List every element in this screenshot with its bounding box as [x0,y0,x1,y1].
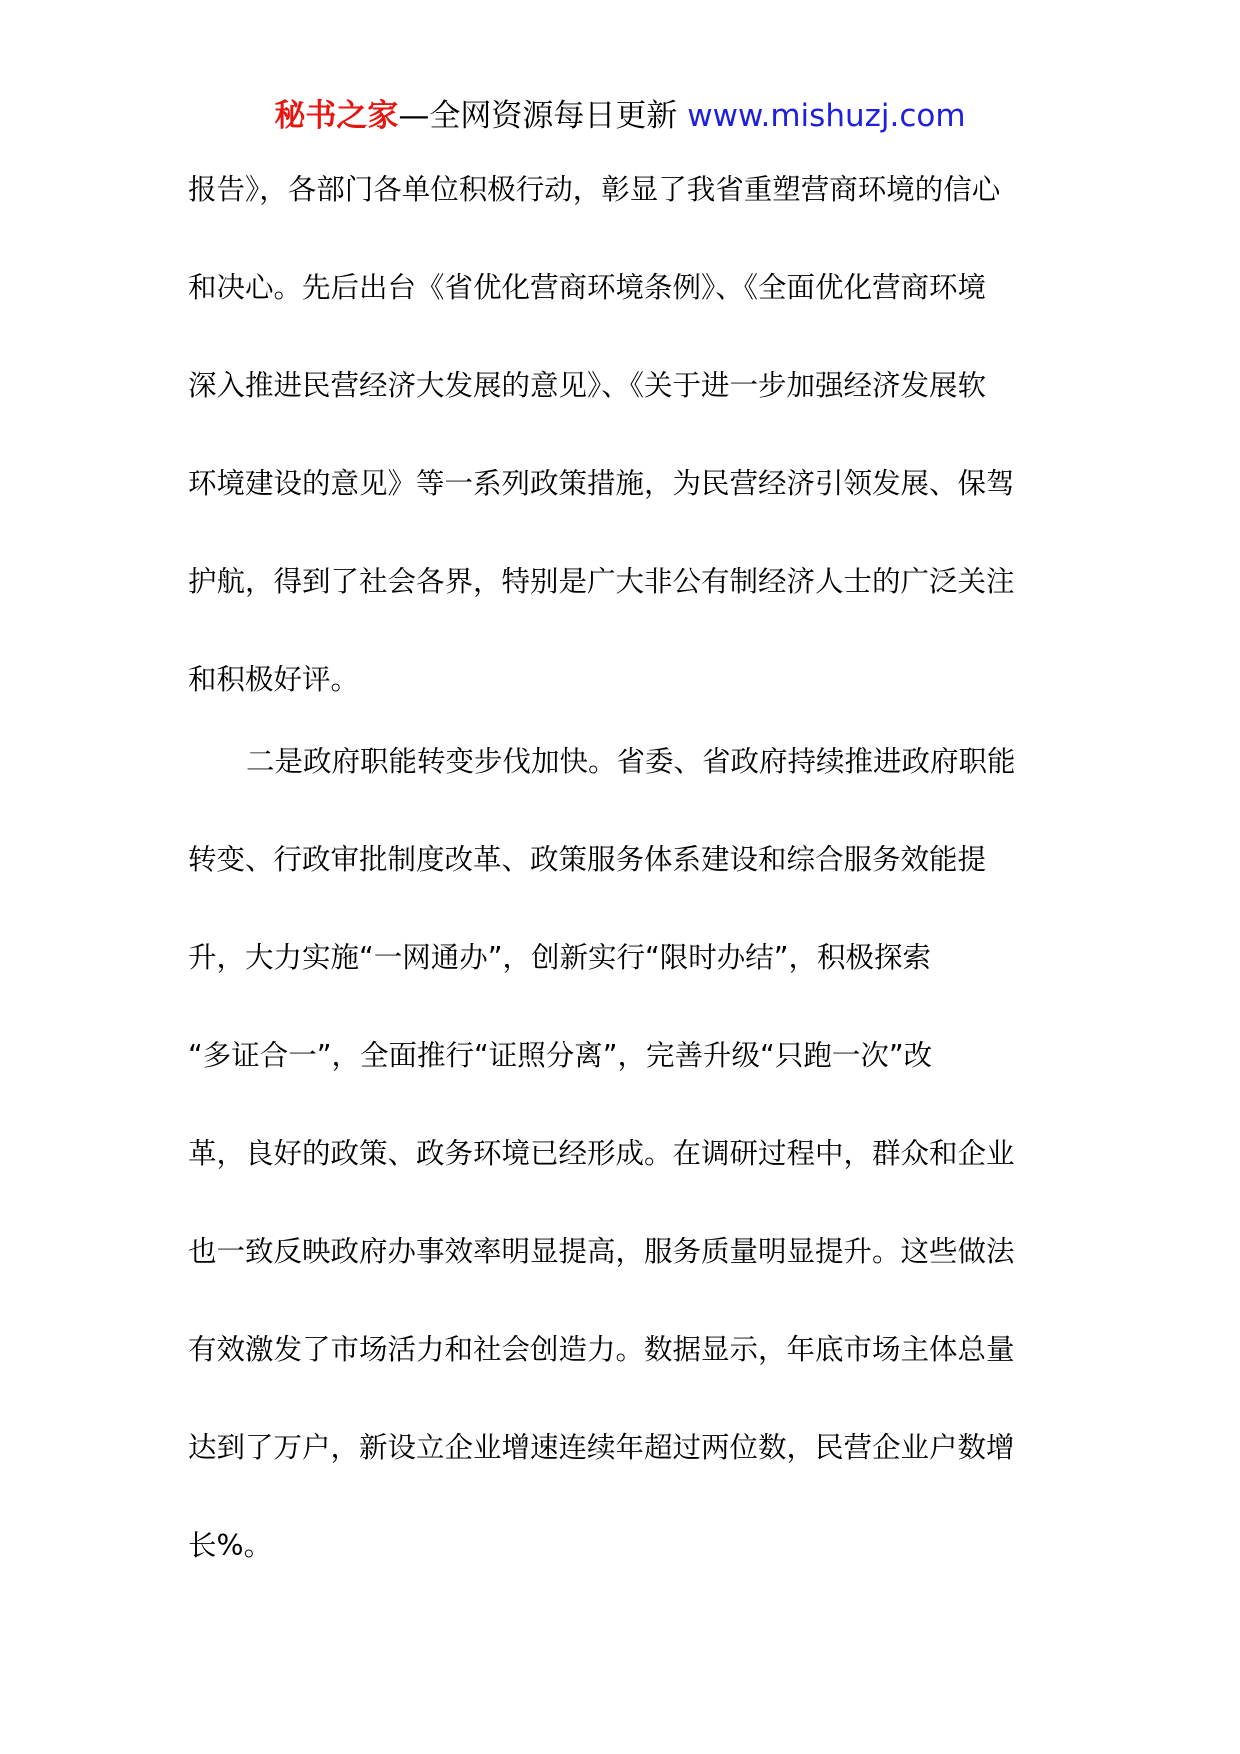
text-line: 环境建设的意见》等一系列政策措施，为民营经济引领发展、保驾 [188,467,1015,500]
paragraph-1 [188,170,1038,700]
text-line: 长%。 [188,1529,273,1562]
text-line: 达到了万户，新设立企业增速连续年超过两位数，民营企业户数增 [188,1431,1015,1464]
document-body [188,170,1038,1566]
site-url-link[interactable]: www.mishuzj.com [687,98,966,134]
text-line: 二是政府职能转变步伐加快。省委、省政府持续推进政府职能 [246,745,1016,778]
text-line: 报告》，各部门各单位积极行动，彰显了我省重塑营商环境的信心 [188,173,1001,206]
text-line: 护航，得到了社会各界，特别是广大非公有制经济人士的广泛关注 [188,565,1015,598]
text-line: 有效激发了市场活力和社会创造力。数据显示，年底市场主体总量 [188,1333,1015,1366]
text-line: 革，良好的政策、政务环境已经形成。在调研过程中，群众和企业 [188,1137,1015,1170]
text-line: 和决心。先后出台《省优化营商环境条例》、《全面优化营商环境 [188,271,987,304]
text-line: 和积极好评。 [188,663,360,696]
text-line: 转变、行政审批制度改革、政策服务体系建设和综合服务效能提 [188,843,987,876]
text-line: “多证合一”，全面推行“证照分离”，完善升级“只跑一次”改 [188,1039,933,1072]
header-tagline: —全网资源每日更新 [398,98,688,134]
text-line: 升，大力实施“一网通办”，创新实行“限时办结”，积极探索 [188,941,932,974]
paragraph-2 [188,742,1038,1566]
text-line: 也一致反映政府办事效率明显提高，服务质量明显提升。这些做法 [188,1235,1015,1268]
text-line: 深入推进民营经济大发展的意见》、《关于进一步加强经济发展软 [188,369,987,402]
brand-name: 秘书之家 [274,98,399,134]
page-header [0,96,1240,136]
